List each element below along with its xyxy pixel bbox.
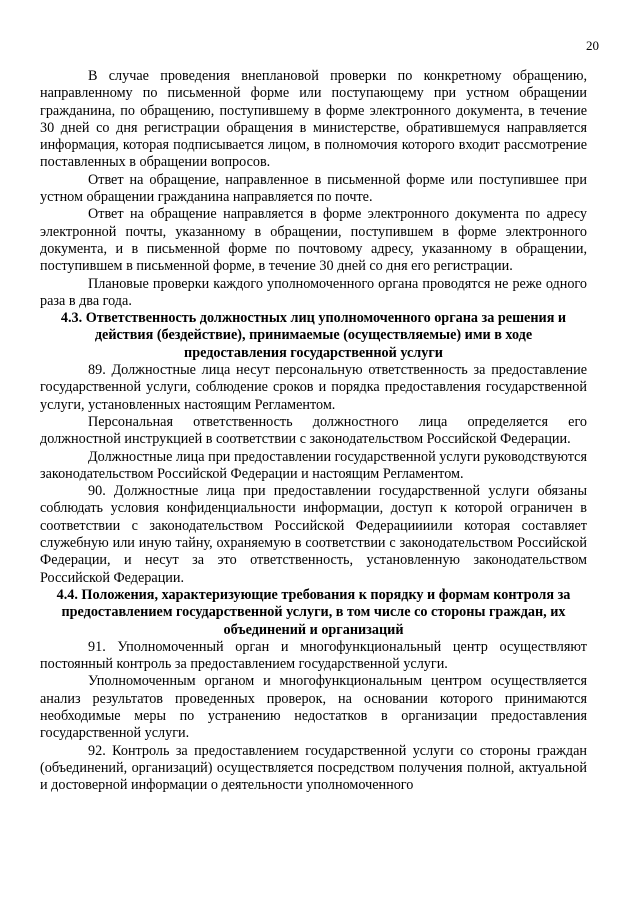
paragraph: 90. Должностные лица при предоставлении государственной услуги обязаны соблюдать условия конфиденциальности информации, доступ к которой ограничен в соответствии с законодательством Российской Федерациииили которая составляет служебную или иную тайну, охраняемую в соответствии с законодательством Российской Федерации, и несут за это ответственность, установленную законодательством Российской Федерации.: [40, 483, 587, 586]
paragraph: 91. Уполномоченный орган и многофункциональный центр осуществляют постоянный контроль за предоставлением государственной услуги.: [40, 638, 587, 673]
paragraph: В случае проведения внеплановой проверки по конкретному обращению, направленному по письменной форме или поступающему при устном обращении гражданина, по обращению, поступившему в форме электронного документа, в течение 30 дней со дня регистрации обращения в министерстве, обратившемуся направляется информация, которая подписывается лицом, в полномочия которого входит рассмотрение поставленных в обращении вопросов.: [40, 68, 587, 171]
paragraph: Уполномоченным органом и многофункциональным центром осуществляется анализ результатов проведенных проверок, на основании которого принимаются необходимые меры по устранению недостатков в организации предоставления государственной услуги.: [40, 673, 587, 742]
paragraph: Персональная ответственность должностного лица определяется его должностной инструкцией в соответствии с законодательством Российской Федерации.: [40, 413, 587, 448]
paragraph: Должностные лица при предоставлении государственной услуги руководствуются законодательством Российской Федерации и настоящим Регламентом.: [40, 448, 587, 482]
section-heading: 4.4. Положения, характеризующие требования к порядку и формам контроля за предоставлением государственной услуги, в том числе со стороны граждан, их объединений и организаций: [56, 586, 571, 638]
page-number: 20: [586, 38, 599, 53]
paragraph: Ответ на обращение направляется в форме электронного документа по адресу электронной почты, указанному в обращении, поступившем в форме электронного документа, и в письменной форме по почтовому адресу, указанному в обращении, поступившем в письменной форме, в течение 30 дней со дня его регистрации.: [40, 206, 587, 275]
section-heading: 4.3. Ответственность должностных лиц уполномоченного органа за решения и действия (бездействие), принимаемые (осуществляемые) ими в ходе предоставления государственной услуги: [60, 310, 567, 361]
document-body: [40, 68, 587, 794]
paragraph: Ответ на обращение, направленное в письменной форме или поступившее при устном обращении гражданина направляется по почте.: [40, 171, 587, 206]
paragraph: Плановые проверки каждого уполномоченного органа проводятся не реже одного раза в два года.: [40, 275, 587, 309]
paragraph: 92. Контроль за предоставлением государственной услуги со стороны граждан (объединений, организаций) осуществляется посредством получения полной, актуальной и достоверной информации о деятельности уполномоченного: [40, 742, 587, 794]
paragraph: 89. Должностные лица несут персональную ответственность за предоставление государственной услуги, соблюдение сроков и порядка предоставления государственной услуги, установленных настоящим Регламентом.: [40, 362, 587, 413]
